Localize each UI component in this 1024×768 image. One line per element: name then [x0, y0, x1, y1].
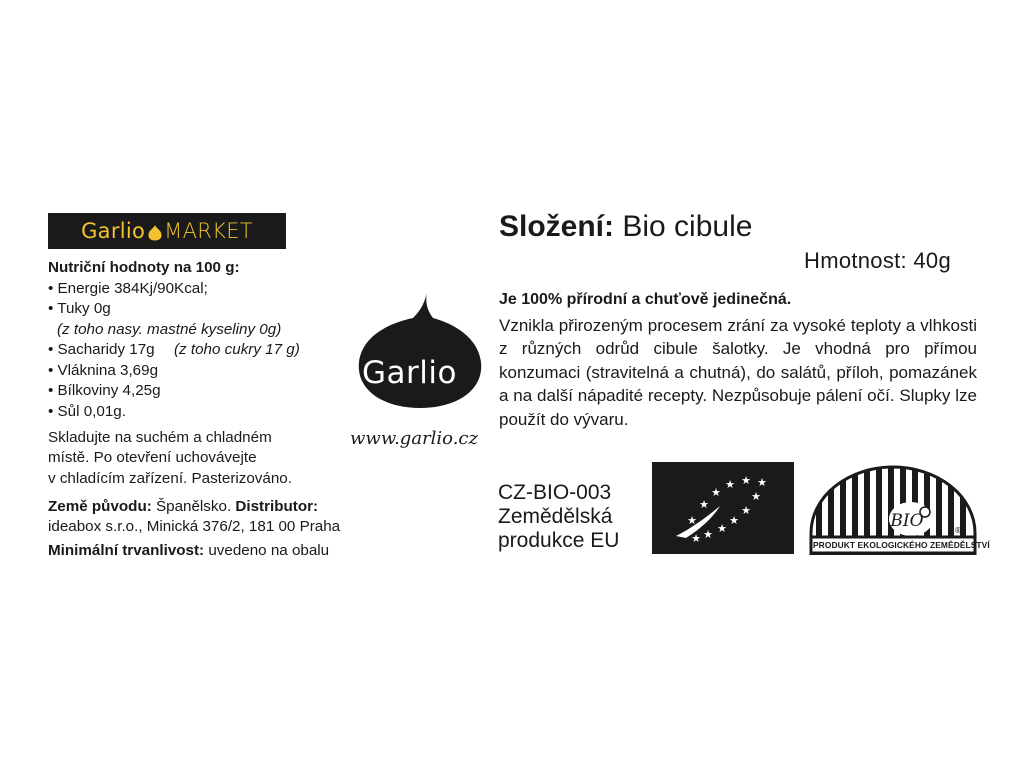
nutrition-heading: Nutriční hodnoty na 100 g:: [48, 259, 240, 276]
shelf-life-label: Minimální trvanlivost:: [48, 542, 205, 559]
composition-line: [499, 210, 752, 244]
eu-organic-leaf-icon: [652, 462, 794, 554]
nutrition-protein: • Bílkoviny 4,25g: [48, 382, 161, 399]
svg-text:★: ★: [741, 474, 751, 487]
website-url: www.garlio.cz: [350, 428, 478, 449]
distributor-label: Distributor:: [235, 498, 319, 515]
product-description: Vznikla přirozeným procesem zrání za vysoké teploty a vlhkosti z různých odrůd cibule šalotky. Je vhodná pro přímou konzumaci (stravitelná a chutná), do salátů, příloh, pomazánek a na další nápadité recepty. Nezpůsobuje pálení očí. Slupky lze použít do vývaru.: [499, 316, 977, 429]
certification-code: CZ-BIO-003: [498, 481, 612, 504]
svg-text:★: ★: [703, 528, 713, 541]
product-claim: Je 100% přírodní a chuťově jedinečná.: [499, 291, 792, 308]
composition-value: Bio cibule: [614, 210, 753, 243]
svg-text:★: ★: [751, 490, 761, 503]
storage-line-2: místě. Po otevření uchovávejte: [48, 449, 257, 466]
garlio-onion-logo: [345, 290, 495, 410]
logo-wordmark: Garlio: [362, 355, 457, 391]
svg-text:★: ★: [717, 522, 727, 535]
registered-mark: ®: [954, 526, 962, 535]
brand-name-part1: Garlio: [81, 219, 146, 243]
svg-text:★: ★: [699, 498, 709, 511]
nutrition-fat: • Tuky 0g: [48, 300, 111, 317]
svg-text:★: ★: [725, 478, 735, 491]
distributor-value: ideabox s.r.o., Minická 376/2, 181 00 Praha: [48, 518, 341, 535]
origin-label: Země původu:: [48, 498, 152, 515]
origin-value: Španělsko.: [151, 498, 232, 515]
bio-mark: BIO: [890, 511, 924, 531]
svg-text:★: ★: [729, 514, 739, 527]
storage-line-3: v chladícím zařízení. Pasterizováno.: [48, 470, 292, 487]
certification-block: [498, 481, 619, 553]
brand-bar: [48, 213, 286, 249]
composition-label: Složení:: [499, 210, 615, 243]
origin-line: [48, 497, 318, 518]
svg-text:★: ★: [757, 476, 767, 489]
bio-logo-caption: PRODUKT EKOLOGICKÉHO ZEMĚDĚLSTVÍ: [813, 540, 990, 550]
shelf-life-line: [48, 541, 329, 562]
nutrition-fat-sub: (z toho nasy. mastné kyseliny 0g): [57, 321, 282, 338]
svg-text:★: ★: [691, 532, 701, 545]
brand-name-part2: MARKET: [164, 219, 253, 243]
shelf-life-value: uvedeno na obalu: [204, 542, 330, 559]
svg-text:★: ★: [711, 486, 721, 499]
weight-text: Hmotnost: 40g: [804, 248, 951, 273]
svg-text:★: ★: [741, 504, 751, 517]
nutrition-carbs: • Sacharidy 17g: [48, 341, 155, 358]
certification-line-2: Zemědělská: [498, 505, 613, 528]
certification-line-3: produkce EU: [498, 529, 620, 552]
storage-line-1: Skladujte na suchém a chladném: [48, 429, 272, 446]
nutrition-salt: • Sůl 0,01g.: [48, 403, 126, 420]
garlic-bulb-icon: [147, 224, 163, 241]
nutrition-fiber: • Vláknina 3,69g: [48, 362, 159, 379]
svg-text:★: ★: [687, 514, 697, 527]
nutrition-carbs-sub: (z toho cukry 17 g): [174, 341, 300, 358]
nutrition-energy: • Energie 384Kj/90Kcal;: [48, 280, 208, 297]
